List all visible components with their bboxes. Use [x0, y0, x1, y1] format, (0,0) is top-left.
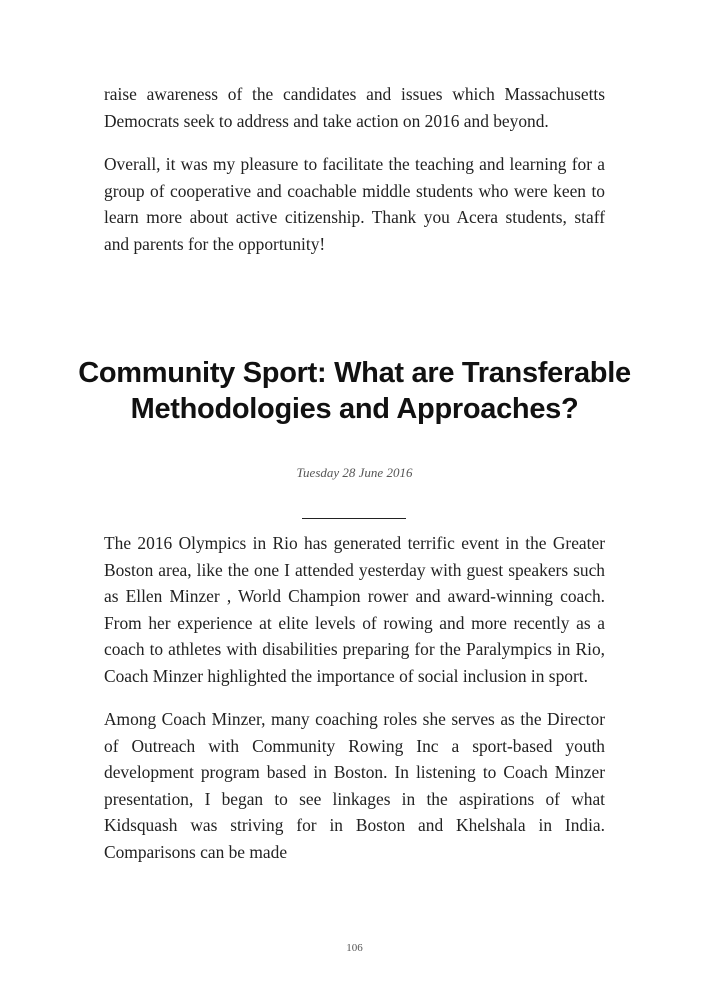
article-date: Tuesday 28 June 2016 — [296, 465, 413, 480]
intro-paragraph-2: Overall, it was my pleasure to facilitate the teaching and learning for a group of cooperative and coachable middle students who were keen to learn more about active citizenship. Thank you Acera students, staff and parents for the opportunity! — [104, 154, 605, 254]
article-paragraph-2: Among Coach Minzer, many coaching roles she serves as the Director of Outreach with Community Rowing Inc a sport-based youth development program based in Boston. In listening to Coach Minzer presentation, I began to see linkages in the aspirations of what Kidsquash was striving for in Boston and Khelshala in India. Comparisons can be made — [104, 709, 605, 862]
article-paragraph-1: The 2016 Olympics in Rio has generated terrific event in the Greater Boston area, like the one I attended yesterday with guest speakers such as Ellen Minzer , World Champion rower and award-winning coach. From her experience at elite levels of rowing and more recently as a coach to athletes with disabilities preparing for the Paralympics in Rio, Coach Minzer highlighted the importance of social inclusion in sport. — [104, 533, 605, 686]
title-divider — [302, 518, 406, 519]
intro-section — [104, 81, 605, 257]
page-number: 106 — [346, 942, 363, 954]
intro-paragraph-1: raise awareness of the candidates and issues which Massachusetts Democrats seek to address and take action on 2016 and beyond. — [104, 84, 605, 131]
article-title: Community Sport: What are Transferable Methodologies and Approaches? — [78, 357, 631, 425]
article-body — [104, 530, 605, 865]
